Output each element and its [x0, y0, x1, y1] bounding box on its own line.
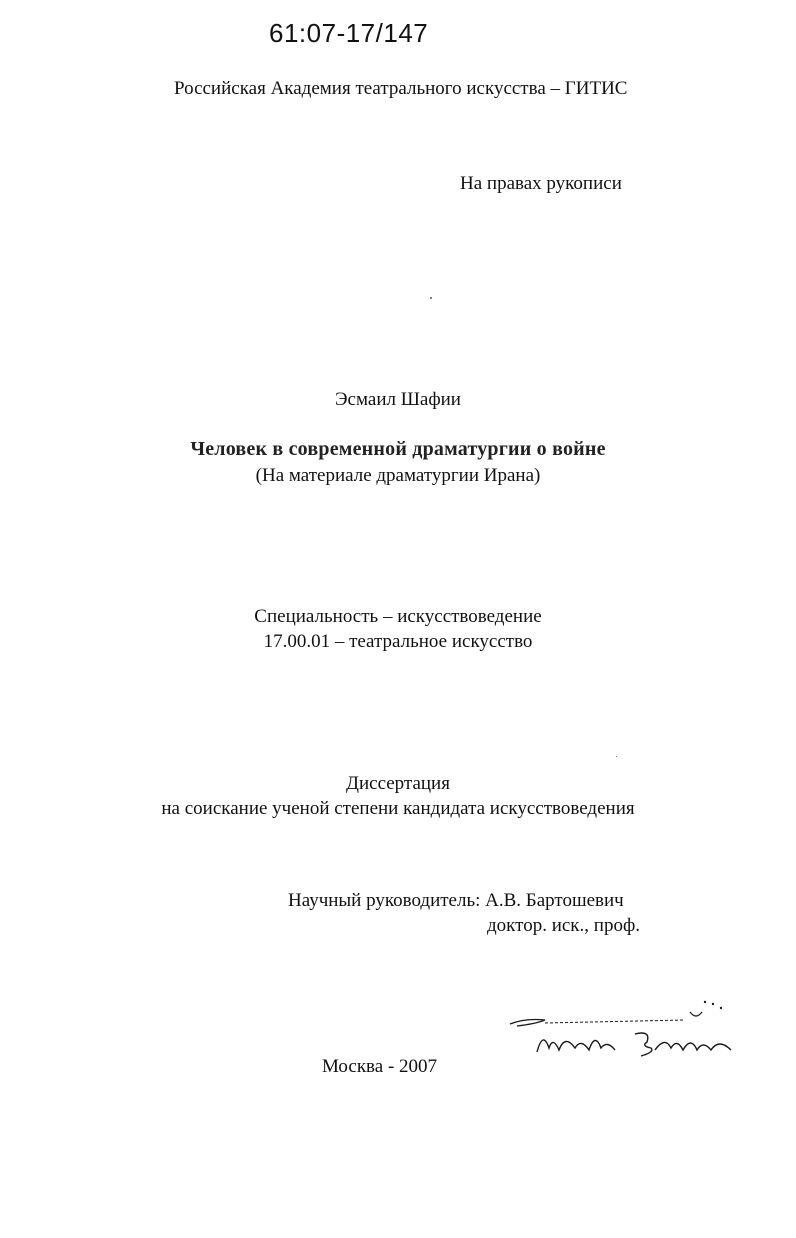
specialty-line-2: 17.00.01 – театральное искусство [263, 631, 533, 652]
dissertation-title: Человек в современной драматургии о войне [190, 438, 606, 460]
dissertation-line-1: Диссертация [346, 773, 450, 794]
specialty-line-1: Специальность – искусствоведение [254, 606, 542, 627]
advisor-line-1: Научный руководитель: А.В. Бартошевич [288, 890, 624, 911]
author-name: Эсмаил Шафии [335, 389, 461, 410]
dissertation-line-2: на соискание ученой степени кандидата искусствоведения [161, 798, 635, 819]
manuscript-note: На правах рукописи [460, 173, 622, 194]
scan-speck [616, 756, 617, 757]
city-year: Москва - 2007 [322, 1056, 438, 1077]
institution-name: Российская Академия театрального искусства – ГИТИС [174, 78, 628, 99]
dissertation-subtitle: (На материале драматургии Ирана) [255, 465, 541, 486]
scan-speck [430, 297, 432, 299]
archive-stamp: 61:07-17/147 [269, 18, 429, 48]
advisor-line-2: доктор. иск., проф. [487, 915, 641, 936]
handwritten-signature [505, 990, 740, 1070]
